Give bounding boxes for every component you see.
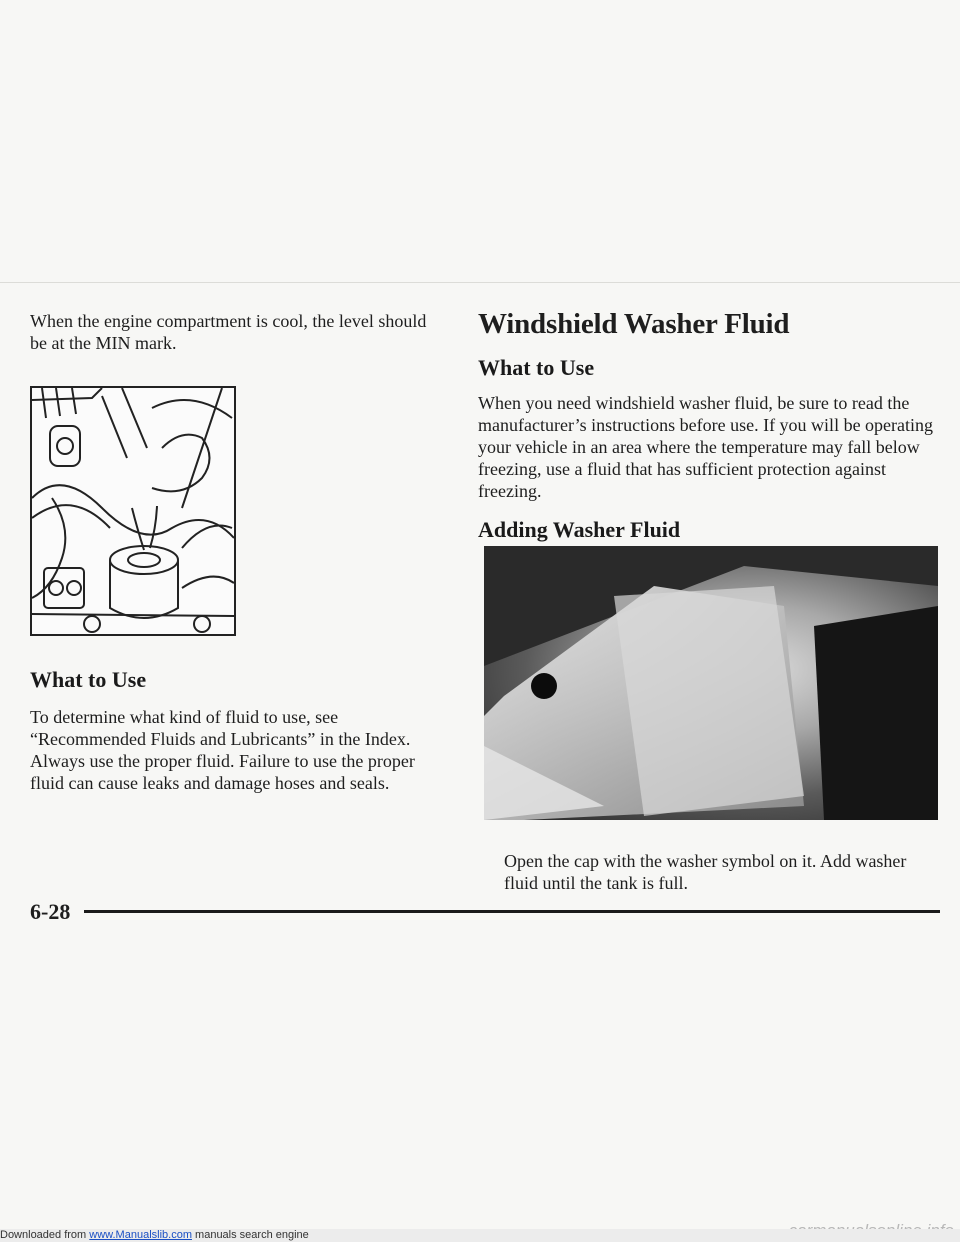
- adding-washer-fluid-heading: Adding Washer Fluid: [478, 517, 681, 542]
- download-prefix: Downloaded from: [0, 1229, 90, 1241]
- coolant-reservoir-illustration: [30, 386, 236, 636]
- adding-washer-fluid-text-block: [504, 850, 940, 894]
- footer-rule: [84, 910, 940, 913]
- left-lower-section: [30, 666, 450, 794]
- intro-text: When the engine compartment is cool, the level should be at the MIN mark.: [30, 311, 427, 353]
- right-column: [478, 306, 940, 544]
- adding-washer-fluid-text: Open the cap with the washer symbol on it. Add washer fluid until the tank is full.: [504, 851, 907, 893]
- manualslib-link[interactable]: www.Manualslib.com: [89, 1229, 192, 1241]
- page-top-edge: [0, 282, 960, 283]
- right-what-to-use-heading: What to Use: [478, 355, 595, 380]
- illustration-drawing: [32, 388, 234, 634]
- left-column: [30, 310, 450, 354]
- left-what-to-use-heading: What to Use: [30, 667, 147, 692]
- download-suffix: manuals search engine: [191, 1229, 309, 1241]
- right-what-to-use-text: When you need windshield washer fluid, be sure to read the manufacturer’s instructions before use. If you will be operating your vehicle in an area where the temperature may fall below freezing, use a fluid that has sufficient protection against freezing.: [478, 393, 934, 501]
- page-number: 6-28: [30, 899, 71, 924]
- section-title: Windshield Washer Fluid: [478, 308, 790, 340]
- washer-fluid-tank-photo: [484, 546, 938, 820]
- download-footer: [0, 1229, 960, 1242]
- left-what-to-use-text: To determine what kind of fluid to use, see “Recommended Fluids and Lubricants” in the Index. Always use the proper fluid. Failure to use the proper fluid can cause leaks and damage hoses and seals.: [30, 707, 415, 793]
- photo-shapes: [484, 546, 938, 820]
